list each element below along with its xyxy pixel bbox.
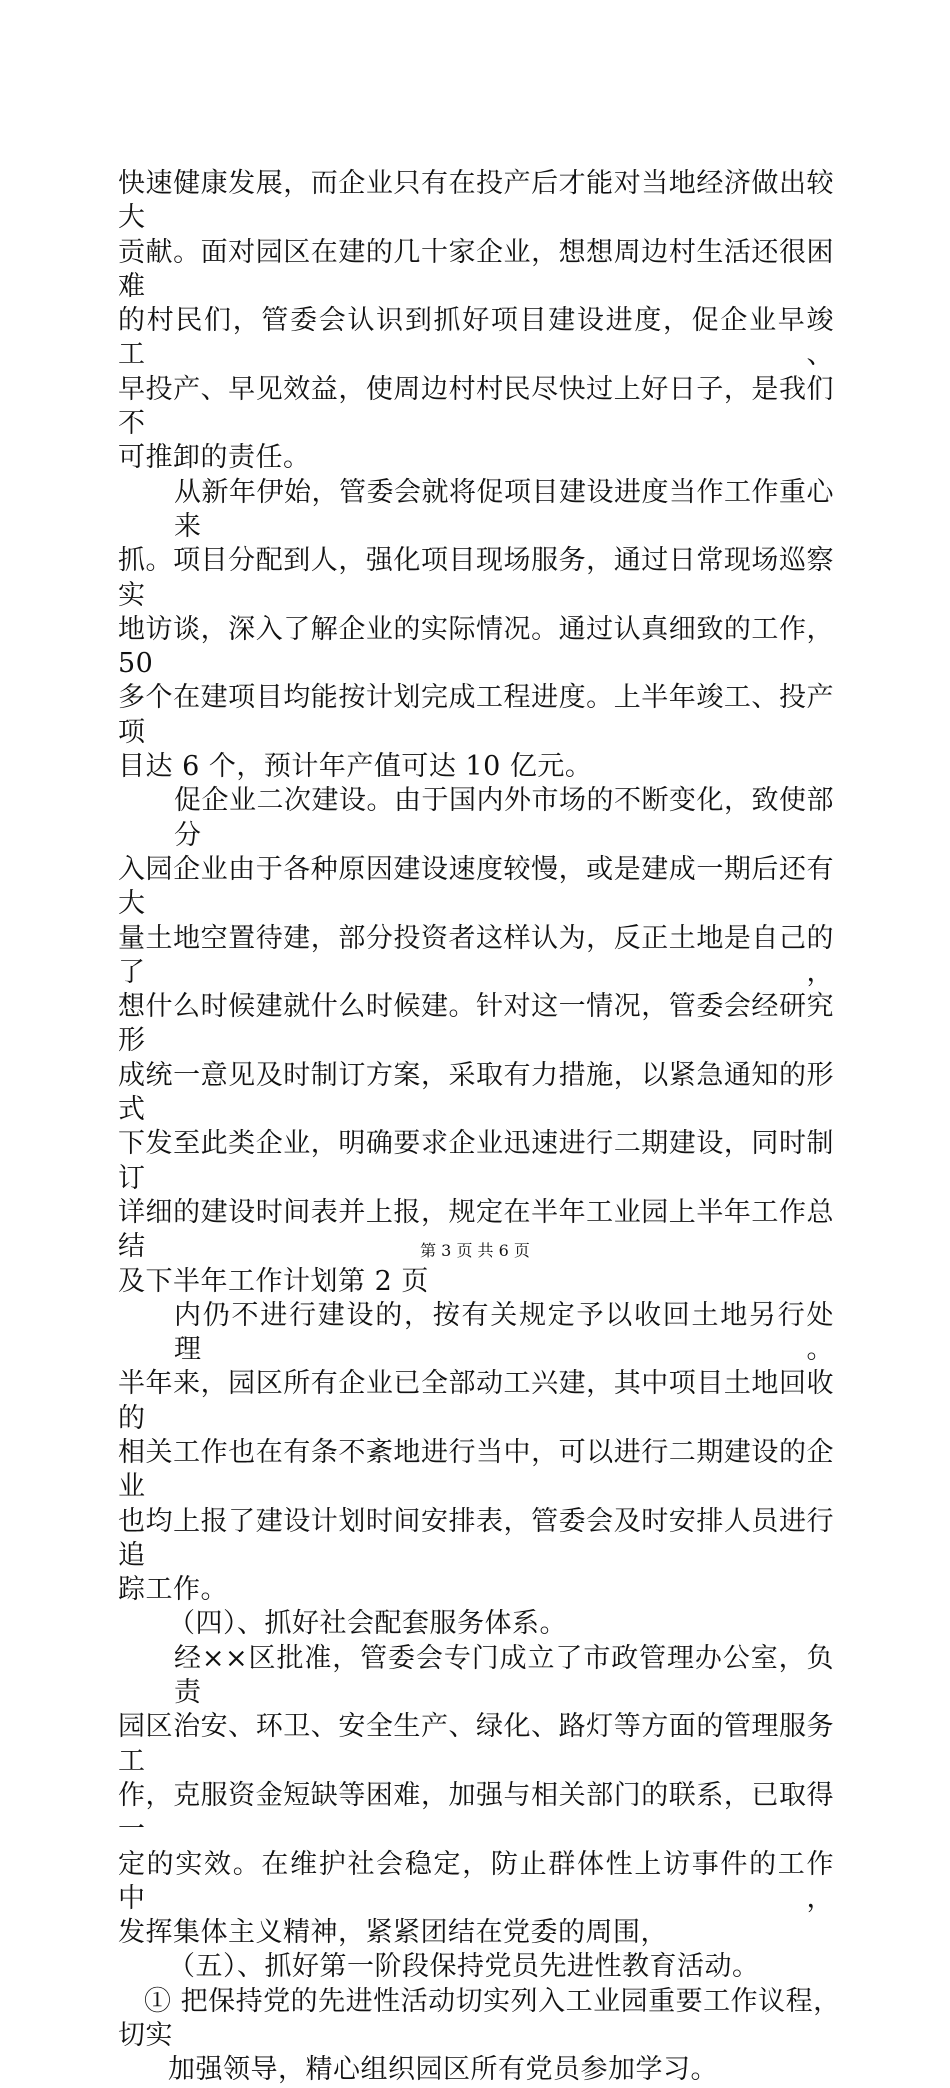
document-body [118, 167, 841, 2088]
text-line: 切实 [118, 2020, 173, 2052]
paragraph-first-line: 从新年伊始，管委会就将促项目建设进度当作工作重心来 [174, 476, 834, 542]
text-line: 发挥集体主义精神，紧紧团结在党委的周围， [118, 1917, 668, 1949]
section-heading: （五）、抓好第一阶段保持党员先进性教育活动。 [168, 1951, 760, 1983]
list-item: ① 把保持党的先进性活动切实列入工业园重要工作议程， [144, 1985, 841, 2017]
text-line: 的村民们，管委会认识到抓好项目建设进度，促企业早竣工、 [118, 305, 834, 371]
text-line: 定的实效。在维护社会稳定，防止群体性上访事件的工作中， [118, 1848, 834, 1914]
section-heading: （四）、抓好社会配套服务体系。 [168, 1608, 567, 1640]
text-line: 踪工作。 [118, 1574, 228, 1606]
text-line: 加强领导，精心组织园区所有党员参加学习。 [168, 2054, 718, 2086]
text-line: 抓。项目分配到人，强化项目现场服务，通过日常现场巡察实 [118, 545, 834, 611]
text-line: 快速健康发展，而企业只有在投产后才能对当地经济做出较大 [118, 168, 834, 234]
text-line: 详细的建设时间表并上报，规定在半年工业园上半年工作总结 [118, 1196, 834, 1263]
text-line: 半年来，园区所有企业已全部动工兴建，其中项目土地回收的 [118, 1368, 834, 1434]
text-line: 多个在建项目均能按计划完成工程进度。上半年竣工、投产项 [118, 682, 834, 748]
text-line: 目达 6 个，预计年产值可达 10 亿元。 [118, 751, 593, 783]
text-line: 想什么时候建就什么时候建。针对这一情况，管委会经研究形 [118, 991, 834, 1057]
text-line: 作，克服资金短缺等困难，加强与相关部门的联系，已取得一 [118, 1779, 834, 1846]
text-line: 下发至此类企业，明确要求企业迅速进行二期建设，同时制订 [118, 1128, 834, 1194]
text-line: 量土地空置待建，部分投资者这样认为，反正土地是自己的了， [118, 922, 834, 988]
paragraph-first-line: 经××区批准，管委会专门成立了市政管理办公室，负责 [174, 1642, 834, 1709]
paragraph-first-line: 内仍不进行建设的，按有关规定予以收回土地另行处理。 [174, 1299, 834, 1366]
text-line: 贡献。面对园区在建的几十家企业，想想周边村生活还很困难 [118, 236, 834, 302]
text-line: 也均上报了建设计划时间安排表，管委会及时安排人员进行追 [118, 1505, 834, 1571]
text-line: 早投产、早见效益，使周边村村民尽快过上好日子，是我们不 [118, 373, 834, 440]
text-line: 相关工作也在有条不紊地进行当中，可以进行二期建设的企业 [118, 1436, 834, 1503]
text-line: 园区治安、环卫、安全生产、绿化、路灯等方面的管理服务工 [118, 1711, 834, 1777]
text-line: 可推卸的责任。 [118, 442, 311, 474]
page-footer [0, 1241, 950, 1261]
text-line: 成统一意见及时制订方案，采取有力措施，以紧急通知的形式 [118, 1059, 834, 1126]
text-line: 地访谈，深入了解企业的实际情况。通过认真细致的工作，50 [118, 613, 834, 680]
text-line: 及下半年工作计划第 2 页 [118, 1265, 429, 1297]
page-number: 第 3 页 共 6 页 [420, 1241, 530, 1260]
text-line: 入园企业由于各种原因建设速度较慢，或是建成一期后还有大 [118, 853, 834, 920]
paragraph-first-line: 促企业二次建设。由于国内外市场的不断变化，致使部分 [174, 785, 834, 851]
